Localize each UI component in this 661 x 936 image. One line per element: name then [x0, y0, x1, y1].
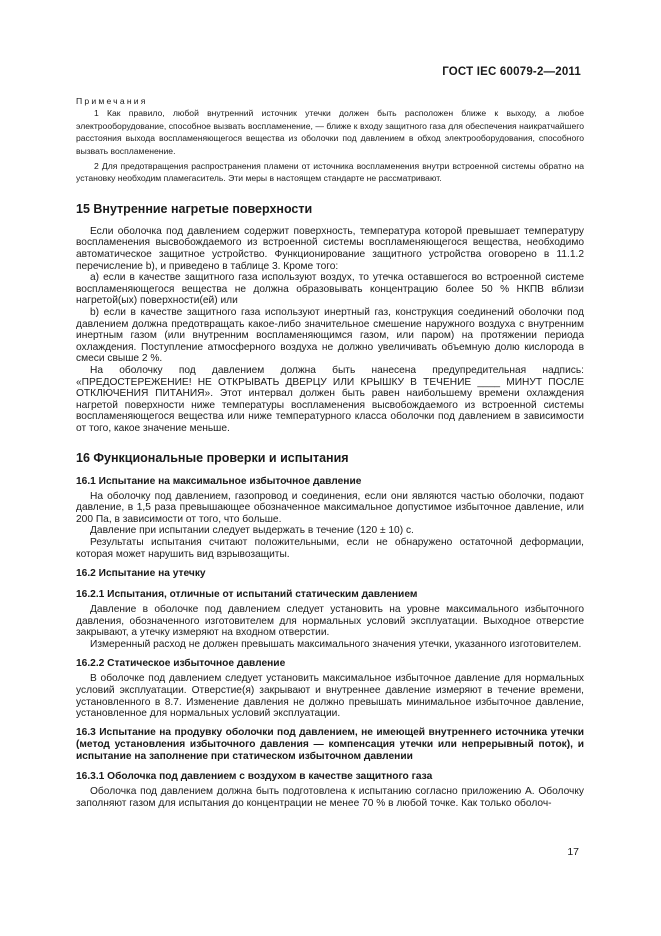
paragraph: На оболочку под давлением, газопровод и соединения, если они являются частью оболочки, подают давление, в 1,5 раза превышающее обозначенное максимальное допустимое избыточное давление, или 200 Па, в зависимости от того, что больше.: [76, 490, 584, 525]
standard-header: ГОСТ IEC 60079-2—2011: [442, 66, 581, 78]
subsection-heading-16-1: 16.1 Испытание на максимальное избыточное давление: [76, 475, 362, 487]
page-content: [76, 95, 584, 810]
paragraph: Давление при испытании следует выдержать в течение (120 ± 10) с.: [90, 525, 414, 537]
paragraph: Измеренный расход не должен превышать максимального значения утечки, указанного изготовителем.: [90, 638, 582, 650]
paragraph: В оболочке под давлением следует установить максимальное избыточное давление для нормальных условий эксплуатации. Отверстие(я) закрывают и внутреннее давление измеряют в течение времени, установленного в 8.7. Изменение давления не должно превышать минимальное избыточное давление, установленное для нормальных условий эксплуатации.: [76, 673, 584, 720]
section-heading-16: 16 Функциональные проверки и испытания: [76, 450, 349, 465]
section-heading-15: 15 Внутренние нагретые поверхности: [76, 201, 313, 216]
notes-title: Примечания: [76, 96, 148, 106]
paragraph: Если оболочка под давлением содержит поверхность, температура которой превышает температуру воспламенения высвобождаемого из встроенной системы воспламеняющегося вещества, необходимо автоматическое защитное устройство. Функционирование защитного устройства оговорено в 11.1.2 перечисление b), и приведено в таблице 3. Кроме того:: [76, 225, 584, 272]
paragraph: Результаты испытания считают положительными, если не обнаружено остаточной деформации, которая может нарушить вид взрывозащиты.: [76, 536, 584, 560]
note-item: 1 Как правило, любой внутренний источник утечки должен быть расположен ближе к выходу, а любое электрооборудование, способное вызвать воспламенение, — ближе к входу защитного газа для обеспечения наикратчайшего расстояния выхода воспламеняющегося вещества из оболочки под давлением в обход электрооборудования, способного вызвать воспламенение.: [76, 108, 584, 156]
subsection-heading-16-3-1: 16.3.1 Оболочка под давлением с воздухом в качестве защитного газа: [76, 771, 433, 783]
notes-block: [76, 95, 584, 185]
subsection-heading-16-2-1: 16.2.1 Испытания, отличные от испытаний статическим давлением: [76, 589, 418, 601]
subsection-heading-16-2-2: 16.2.2 Статическое избыточное давление: [76, 658, 286, 670]
page-number: 17: [567, 846, 579, 858]
paragraph: Давление в оболочке под давлением следует установить на уровне максимального избыточного давления, обозначенного изготовителем для нормальных условий эксплуатации. Выходное отверстие закрывают, а утечку измеряют на входном отверстии.: [76, 604, 584, 639]
paragraph: a) если в качестве защитного газа используют воздух, то утечка оставшегося во встроенной системе воспламеняющегося вещества не должна образовывать концентрацию более 50 % НКПВ вблизи нагретой(ых) поверхности(ей) или: [76, 272, 584, 307]
note-item: 2 Для предотвращения распространения пламени от источника воспламенения внутри встроенной системы обратно на установку необходим пламегаситель. Эти меры в настоящем стандарте не рассматривают.: [76, 161, 584, 184]
paragraph: b) если в качестве защитного газа используют инертный газ, конструкция соединений оболочки под давлением должна предотвращать какое-либо значительное смешение наружного воздуха с внутренним инертным газом (или внутренним воспламеняющимся газом, или паром) на протяжении периода охлаждения. Поступление атмосферного воздуха не должно увеличивать объемную долю кислорода в смеси свыше 2 %.: [76, 307, 584, 365]
paragraph: На оболочку под давлением должна быть нанесена предупредительная надпись: «ПРЕДОСТЕРЕЖЕНИЕ! НЕ ОТКРЫВАТЬ ДВЕРЦУ ИЛИ КРЫШКУ В ТЕЧЕНИЕ ____ МИНУТ ПОСЛЕ ОТКЛЮЧЕНИЯ ПИТАНИЯ». Этот интервал должен быть равен наибольшему времени охлаждения нагретой поверхности ниже температуры воспламенения высвобождаемого из встроенной системы воспламеняющегося вещества или ниже температурного класса оболочки под давлением в зависимости от того, какое значение меньше.: [76, 364, 584, 434]
subsection-heading-16-3: 16.3 Испытание на продувку оболочки под давлением, не имеющей внутреннего источника утечки (метод установления избыточного давления — компенсация утечки или непрерывный поток), и испытание на заполнение при статическом избыточном давлении: [76, 726, 584, 763]
subsection-heading-16-2: 16.2 Испытание на утечку: [76, 568, 206, 580]
paragraph: Оболочка под давлением должна быть подготовлена к испытанию согласно приложению А. Оболочку заполняют газом для испытания до концентрации не менее 70 % в любой точке. Как только оболоч-: [76, 786, 584, 810]
